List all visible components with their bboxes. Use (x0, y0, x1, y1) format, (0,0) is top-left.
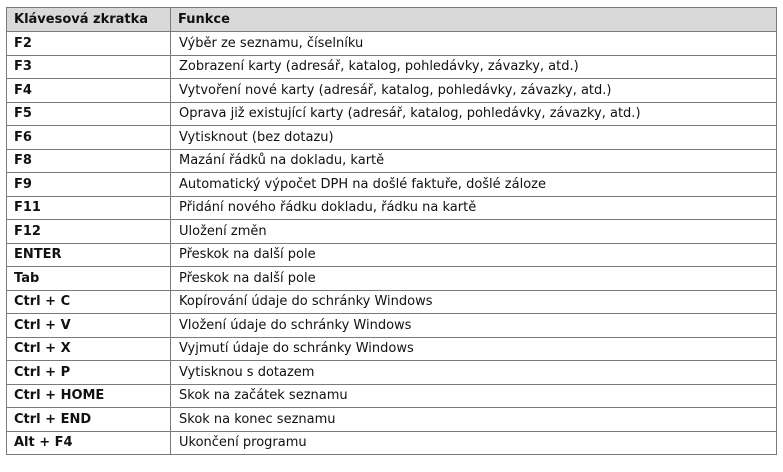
function-description-cell: Vytvoření nové karty (adresář, katalog, pohledávky, závazky, atd.) (171, 79, 777, 103)
function-description-cell: Mazání řádků na dokladu, kartě (171, 149, 777, 173)
function-description-cell: Výběr ze seznamu, číselníku (171, 32, 777, 56)
function-description-cell: Vyjmutí údaje do schránky Windows (171, 337, 777, 361)
function-description-cell: Vložení údaje do schránky Windows (171, 314, 777, 338)
function-description-cell: Uložení změn (171, 220, 777, 244)
shortcut-key-cell: Ctrl + C (7, 290, 171, 314)
header-shortcut: Klávesová zkratka (7, 8, 171, 32)
shortcut-key-cell: F12 (7, 220, 171, 244)
function-description-cell: Skok na začátek seznamu (171, 384, 777, 408)
shortcut-key-cell: Ctrl + END (7, 408, 171, 432)
table-row (7, 290, 777, 314)
table-row (7, 408, 777, 432)
shortcut-key-cell: Alt + F4 (7, 431, 171, 455)
function-description-cell: Přeskok na další pole (171, 243, 777, 267)
table-row (7, 126, 777, 150)
table-row (7, 384, 777, 408)
function-description-cell: Automatický výpočet DPH na došlé faktuře, došlé záloze (171, 173, 777, 197)
shortcut-key-cell: F3 (7, 55, 171, 79)
shortcut-key-cell: Ctrl + V (7, 314, 171, 338)
table-row (7, 220, 777, 244)
table-row (7, 337, 777, 361)
function-description-cell: Vytisknout (bez dotazu) (171, 126, 777, 150)
shortcut-key-cell: Ctrl + HOME (7, 384, 171, 408)
table-row (7, 196, 777, 220)
shortcut-key-cell: F9 (7, 173, 171, 197)
shortcut-key-cell: Tab (7, 267, 171, 291)
table-header-row (7, 8, 777, 32)
function-description-cell: Vytisknou s dotazem (171, 361, 777, 385)
table-row (7, 32, 777, 56)
shortcut-key-cell: ENTER (7, 243, 171, 267)
table-row (7, 173, 777, 197)
table-body (7, 32, 777, 455)
function-description-cell: Ukončení programu (171, 431, 777, 455)
function-description-cell: Oprava již existující karty (adresář, katalog, pohledávky, závazky, atd.) (171, 102, 777, 126)
table-row (7, 267, 777, 291)
table-row (7, 431, 777, 455)
shortcut-key-cell: F6 (7, 126, 171, 150)
table-row (7, 243, 777, 267)
table-row (7, 361, 777, 385)
function-description-cell: Zobrazení karty (adresář, katalog, pohledávky, závazky, atd.) (171, 55, 777, 79)
keyboard-shortcuts-table (6, 7, 777, 455)
function-description-cell: Přidání nového řádku dokladu, řádku na kartě (171, 196, 777, 220)
table-row (7, 314, 777, 338)
function-description-cell: Kopírování údaje do schránky Windows (171, 290, 777, 314)
shortcut-key-cell: F11 (7, 196, 171, 220)
function-description-cell: Skok na konec seznamu (171, 408, 777, 432)
shortcut-table-container (6, 7, 776, 455)
shortcut-key-cell: Ctrl + X (7, 337, 171, 361)
table-row (7, 79, 777, 103)
shortcut-key-cell: F4 (7, 79, 171, 103)
table-row (7, 149, 777, 173)
shortcut-key-cell: F5 (7, 102, 171, 126)
table-row (7, 55, 777, 79)
shortcut-key-cell: F2 (7, 32, 171, 56)
table-row (7, 102, 777, 126)
header-function: Funkce (171, 8, 777, 32)
shortcut-key-cell: F8 (7, 149, 171, 173)
shortcut-key-cell: Ctrl + P (7, 361, 171, 385)
function-description-cell: Přeskok na další pole (171, 267, 777, 291)
